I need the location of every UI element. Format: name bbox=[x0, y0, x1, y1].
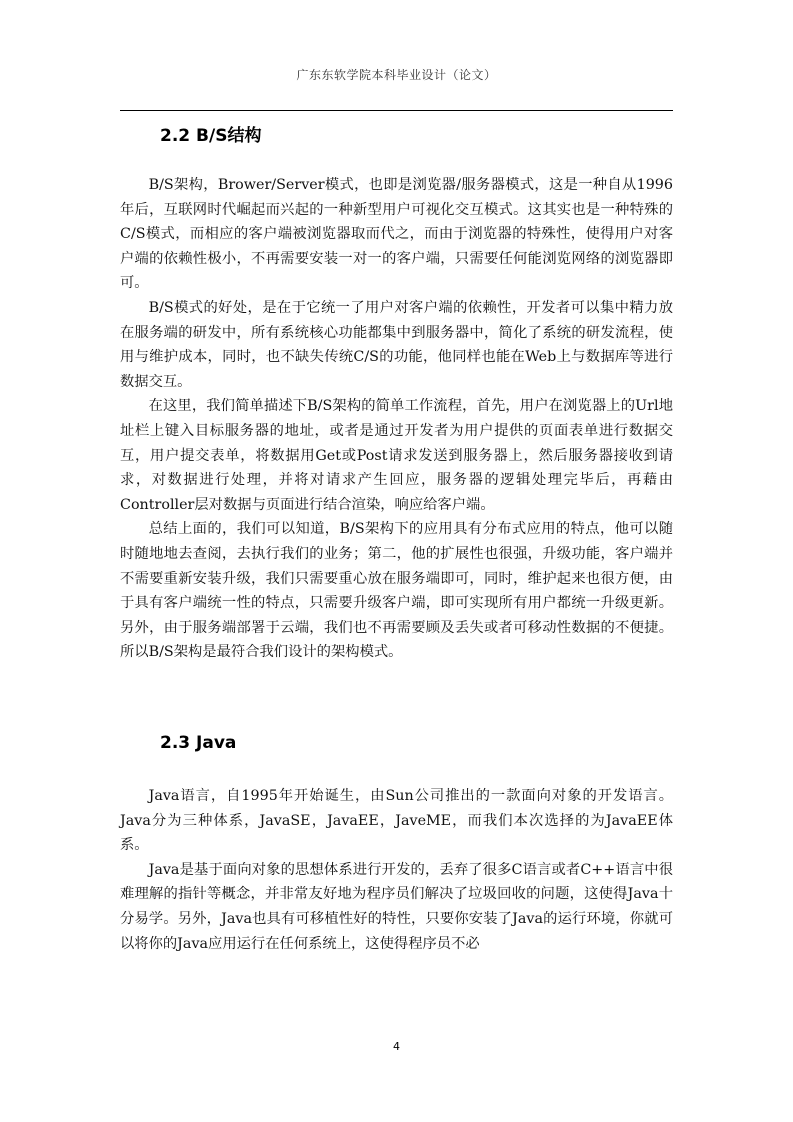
page-number: 4 bbox=[393, 1040, 400, 1053]
header-rule bbox=[120, 110, 673, 111]
section-heading-2-2: 2.2 B/S结构 bbox=[160, 126, 262, 146]
paragraph: 在这里，我们简单描述下B/S架构的简单工作流程，首先，用户在浏览器上的Url地址栏上键入目标服务器的地址，或者是通过开发者为用户提供的页面表单进行数据交互，用户提交表单，将数据用Get或Post请求发送到服务器上，然后服务器接收到请求，对数据进行处理，并将对请求产生回应，服务器的逻辑处理完毕后，再藉由Controller层对数据与页面进行结合渲染，响应给客户端。 bbox=[120, 398, 673, 513]
paragraph: B/S模式的好处，是在于它统一了用户对客户端的依赖性，开发者可以集中精力放在服务端的研发中，所有系统核心功能都集中到服务器中，简化了系统的研发流程，使用与维护成本，同时，也不缺失传统C/S的功能，他同样也能在Web上与数据库等进行数据交互。 bbox=[120, 299, 673, 390]
section-body-2-3 bbox=[120, 784, 673, 956]
section-body-2-2 bbox=[120, 173, 673, 665]
section-heading-2-3: 2.3 Java bbox=[160, 733, 237, 753]
running-header: 广东东软学院本科毕业设计（论文） bbox=[296, 68, 497, 82]
paragraph: Java语言，自1995年开始诞生，由Sun公司推出的一款面向对象的开发语言。Java分为三种体系，JavaSE，JavaEE，JaveME，而我们本次选择的为JavaEE体系。 bbox=[120, 788, 673, 854]
paragraph: 总结上面的，我们可以知道，B/S架构下的应用具有分布式应用的特点，他可以随时随地地去查阅，去执行我们的业务；第二，他的扩展性也很强，升级功能，客户端并不需要重新安装升级，我们只需要重心放在服务端即可，同时，维护起来也很方便，由于具有客户端统一性的特点，只需要升级客户端，即可实现所有用户都统一升级更新。另外，由于服务端部署于云端，我们也不再需要顾及丢失或者可移动性数据的不便捷。所以B/S架构是最符合我们设计的架构模式。 bbox=[120, 521, 673, 661]
paragraph: Java是基于面向对象的思想体系进行开发的，丢弃了很多C语言或者C++语言中很难理解的指针等概念，并非常友好地为程序员们解决了垃圾回收的问题，这使得Java十分易学。另外，Java也具有可移植性好的特性，只要你安装了Java的运行环境，你就可以将你的Java应用运行在任何系统上，这使得程序员不必 bbox=[120, 861, 673, 952]
paragraph: B/S架构，Brower/Server模式，也即是浏览器/服务器模式，这是一种自从1996年后，互联网时代崛起而兴起的一种新型用户可视化交互模式。这其实也是一种特殊的C/S模式，而相应的客户端被浏览器取而代之，而由于浏览器的特殊性，使得用户对客户端的依赖性极小，不再需要安装一对一的客户端，只需要任何能浏览网络的浏览器即可。 bbox=[120, 177, 673, 292]
